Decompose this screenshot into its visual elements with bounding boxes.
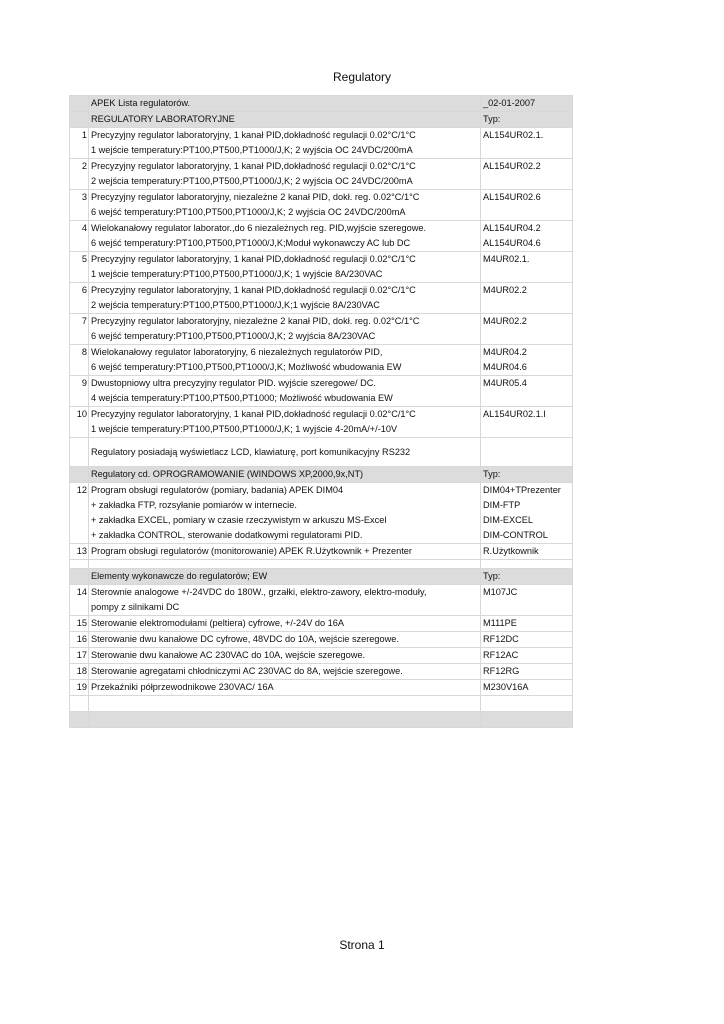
row-number — [70, 360, 89, 376]
table-row — [70, 143, 573, 159]
row-number: 16 — [70, 632, 89, 648]
row-description — [89, 696, 481, 712]
row-number — [70, 267, 89, 283]
row-type-code — [481, 696, 573, 712]
row-number — [70, 560, 89, 569]
row-description — [89, 712, 481, 728]
row-number — [70, 467, 89, 483]
row-description: Program obsługi regulatorów (monitorowanie) APEK R.Użytkownik + Prezenter — [89, 544, 481, 560]
row-number — [70, 298, 89, 314]
row-number: 3 — [70, 190, 89, 206]
table-row — [70, 298, 573, 314]
table-row — [70, 712, 573, 728]
row-type-code — [481, 438, 573, 467]
row-number: 10 — [70, 407, 89, 423]
row-number — [70, 112, 89, 128]
row-description: 6 wejść temperatury:PT100,PT500,PT1000/J,K; Możliwość wbudowania EW — [89, 360, 481, 376]
row-description: Wielokanałowy regulator laborator.,do 6 niezależnych reg. PID,wyjście szeregowe. — [89, 221, 481, 237]
table-row — [70, 360, 573, 376]
table-row — [70, 345, 573, 361]
row-type-code: R.Użytkownik — [481, 544, 573, 560]
row-number — [70, 96, 89, 112]
table-row — [70, 467, 573, 483]
row-type-code: DIM-EXCEL — [481, 513, 573, 528]
row-type-code: M230V16A — [481, 680, 573, 696]
row-number — [70, 143, 89, 159]
row-description: REGULATORY LABORATORYJNE — [89, 112, 481, 128]
table-row — [70, 174, 573, 190]
row-type-code — [481, 143, 573, 159]
row-number: 9 — [70, 376, 89, 392]
table-row — [70, 267, 573, 283]
row-description: Wielokanałowy regulator laboratoryjny, 6 niezależnych regulatorów PID, — [89, 345, 481, 361]
row-description: Precyzyjny regulator laboratoryjny, 1 kanał PID,dokładność regulacji 0.02°C/1°C — [89, 128, 481, 144]
row-type-code: _02-01-2007 — [481, 96, 573, 112]
table-row — [70, 438, 573, 467]
row-description: Precyzyjny regulator laboratoryjny, 1 kanał PID,dokładność regulacji 0.02°C/1°C — [89, 252, 481, 268]
regulator-list-table — [69, 95, 573, 728]
row-type-code — [481, 174, 573, 190]
row-type-code: RF12DC — [481, 632, 573, 648]
row-description: 4 wejścia temperatury:PT100,PT500,PT1000; Możliwość wbudowania EW — [89, 391, 481, 407]
table-row — [70, 648, 573, 664]
row-type-code: RF12AC — [481, 648, 573, 664]
table-row — [70, 221, 573, 237]
row-number — [70, 174, 89, 190]
row-number — [70, 569, 89, 585]
row-number: 5 — [70, 252, 89, 268]
row-type-code: M4UR05.4 — [481, 376, 573, 392]
row-type-code: AL154UR04.2 — [481, 221, 573, 237]
row-description: Sterowanie dwu kanałowe AC 230VAC do 10A, wejście szeregowe. — [89, 648, 481, 664]
row-type-code — [481, 712, 573, 728]
row-description: Regulatory cd. OPROGRAMOWANIE (WINDOWS XP,2000,9x,NT) — [89, 467, 481, 483]
table-row — [70, 483, 573, 499]
row-number — [70, 498, 89, 513]
row-description: + zakładka EXCEL, pomiary w czasie rzeczywistym w arkuszu MS-Excel — [89, 513, 481, 528]
table-row — [70, 513, 573, 528]
table-row — [70, 498, 573, 513]
row-number: 7 — [70, 314, 89, 330]
row-number: 2 — [70, 159, 89, 175]
row-description: Dwustopniowy ultra precyzyjny regulator PID. wyjście szeregowe/ DC. — [89, 376, 481, 392]
row-number — [70, 438, 89, 467]
table-row — [70, 314, 573, 330]
row-description: pompy z silnikami DC — [89, 600, 481, 616]
row-type-code — [481, 298, 573, 314]
table-row — [70, 407, 573, 423]
table-row — [70, 664, 573, 680]
row-number — [70, 391, 89, 407]
table-row — [70, 96, 573, 112]
row-description: Przekaźniki półprzewodnikowe 230VAC/ 16A — [89, 680, 481, 696]
row-type-code: DIM-FTP — [481, 498, 573, 513]
table-row — [70, 616, 573, 632]
row-description: Sterowanie elektromodułami (peltiera) cyfrowe, +/-24V do 16A — [89, 616, 481, 632]
row-type-code: M4UR02.2 — [481, 283, 573, 299]
row-type-code: M107JC — [481, 585, 573, 601]
row-type-code: AL154UR02.1. — [481, 128, 573, 144]
row-number: 4 — [70, 221, 89, 237]
row-description: Sterowanie dwu kanałowe DC cyfrowe, 48VDC do 10A, wejście szeregowe. — [89, 632, 481, 648]
row-description: Precyzyjny regulator laboratoryjny, niezależne 2 kanał PID, dokł. reg. 0.02°C/1°C — [89, 190, 481, 206]
row-description: Precyzyjny regulator laboratoryjny, 1 kanał PID,dokładność regulacji 0.02°C/1°C — [89, 407, 481, 423]
table-row — [70, 112, 573, 128]
row-type-code: Typ: — [481, 112, 573, 128]
row-number: 8 — [70, 345, 89, 361]
row-description: Precyzyjny regulator laboratoryjny, niezależne 2 kanał PID, dokł. reg. 0.02°C/1°C — [89, 314, 481, 330]
table-row — [70, 528, 573, 544]
row-number — [70, 696, 89, 712]
row-type-code: M4UR02.2 — [481, 314, 573, 330]
page-footer: Strona 1 — [339, 938, 385, 952]
row-type-code — [481, 329, 573, 345]
row-number — [70, 712, 89, 728]
row-type-code: M4UR04.2 — [481, 345, 573, 361]
row-description: + zakładka CONTROL, sterowanie dodatkowymi regulatorami PID. — [89, 528, 481, 544]
row-description: Precyzyjny regulator laboratoryjny, 1 kanał PID,dokładność regulacji 0.02°C/1°C — [89, 283, 481, 299]
row-number: 14 — [70, 585, 89, 601]
row-number — [70, 329, 89, 345]
table-row — [70, 391, 573, 407]
row-number: 18 — [70, 664, 89, 680]
row-number — [70, 205, 89, 221]
row-type-code — [481, 560, 573, 569]
row-description: + zakładka FTP, rozsyłanie pomiarów w internecie. — [89, 498, 481, 513]
row-type-code: Typ: — [481, 467, 573, 483]
row-number — [70, 422, 89, 438]
page-title: Regulatory — [332, 70, 392, 84]
table-row — [70, 159, 573, 175]
row-description: 6 wejść temperatury:PT100,PT500,PT1000/J,K; 2 wyjścia OC 24VDC/200mA — [89, 205, 481, 221]
table-row — [70, 632, 573, 648]
row-number: 15 — [70, 616, 89, 632]
table-row — [70, 205, 573, 221]
table-row — [70, 236, 573, 252]
table-row — [70, 585, 573, 601]
row-description: 2 wejścia temperatury:PT100,PT500,PT1000/J,K;1 wyjście 8A/230VAC — [89, 298, 481, 314]
row-type-code: DIM-CONTROL — [481, 528, 573, 544]
row-type-code: M111PE — [481, 616, 573, 632]
row-type-code: RF12RG — [481, 664, 573, 680]
row-type-code: AL154UR02.6 — [481, 190, 573, 206]
row-description: 1 wejście temperatury:PT100,PT500,PT1000/J,K; 1 wyjście 8A/230VAC — [89, 267, 481, 283]
row-description: Elementy wykonawcze do regulatorów; EW — [89, 569, 481, 585]
row-type-code: M4UR04.6 — [481, 360, 573, 376]
row-type-code: Typ: — [481, 569, 573, 585]
table-row — [70, 252, 573, 268]
table-row — [70, 283, 573, 299]
row-type-code — [481, 267, 573, 283]
row-description: Sterownie analogowe +/-24VDC do 180W., grzałki, elektro-zawory, elektro-moduły, — [89, 585, 481, 601]
row-number — [70, 528, 89, 544]
table-row — [70, 376, 573, 392]
table-row — [70, 190, 573, 206]
row-type-code: AL154UR04.6 — [481, 236, 573, 252]
row-number: 6 — [70, 283, 89, 299]
row-description: Program obsługi regulatorów (pomiary, badania) APEK DIM04 — [89, 483, 481, 499]
row-description: Sterowanie agregatami chłodniczymi AC 230VAC do 8A, wejście szeregowe. — [89, 664, 481, 680]
table-row — [70, 569, 573, 585]
row-description — [89, 560, 481, 569]
row-description: 1 wejście temperatury:PT100,PT500,PT1000/J,K; 2 wyjścia OC 24VDC/200mA — [89, 143, 481, 159]
row-type-code: DIM04+TPrezenter — [481, 483, 573, 499]
row-description: 1 wejście temperatury:PT100,PT500,PT1000/J,K; 1 wyjście 4-20mA/+/-10V — [89, 422, 481, 438]
table-row — [70, 128, 573, 144]
row-type-code — [481, 600, 573, 616]
row-description: APEK Lista regulatorów. — [89, 96, 481, 112]
row-type-code: AL154UR02.2 — [481, 159, 573, 175]
table-row — [70, 600, 573, 616]
row-number — [70, 236, 89, 252]
row-description: 2 wejścia temperatury:PT100,PT500,PT1000/J,K; 2 wyjścia OC 24VDC/200mA — [89, 174, 481, 190]
row-number: 17 — [70, 648, 89, 664]
table-row — [70, 680, 573, 696]
row-description: Regulatory posiadają wyświetlacz LCD, klawiaturę, port komunikacyjny RS232 — [89, 438, 481, 467]
row-type-code — [481, 205, 573, 221]
row-type-code — [481, 422, 573, 438]
row-number: 12 — [70, 483, 89, 499]
table-row — [70, 329, 573, 345]
row-type-code: M4UR02.1. — [481, 252, 573, 268]
row-number: 19 — [70, 680, 89, 696]
row-number: 1 — [70, 128, 89, 144]
row-number — [70, 513, 89, 528]
table-row — [70, 560, 573, 569]
table-row — [70, 422, 573, 438]
table-row — [70, 544, 573, 560]
table-row — [70, 696, 573, 712]
row-type-code: AL154UR02.1.I — [481, 407, 573, 423]
row-description: 6 wejść temperatury:PT100,PT500,PT1000/J,K;Moduł wykonawczy AC lub DC — [89, 236, 481, 252]
row-number: 13 — [70, 544, 89, 560]
row-type-code — [481, 391, 573, 407]
row-description: 6 wejść temperatury:PT100,PT500,PT1000/J,K; 2 wyjścia 8A/230VAC — [89, 329, 481, 345]
row-number — [70, 600, 89, 616]
row-description: Precyzyjny regulator laboratoryjny, 1 kanał PID,dokładność regulacji 0.02°C/1°C — [89, 159, 481, 175]
